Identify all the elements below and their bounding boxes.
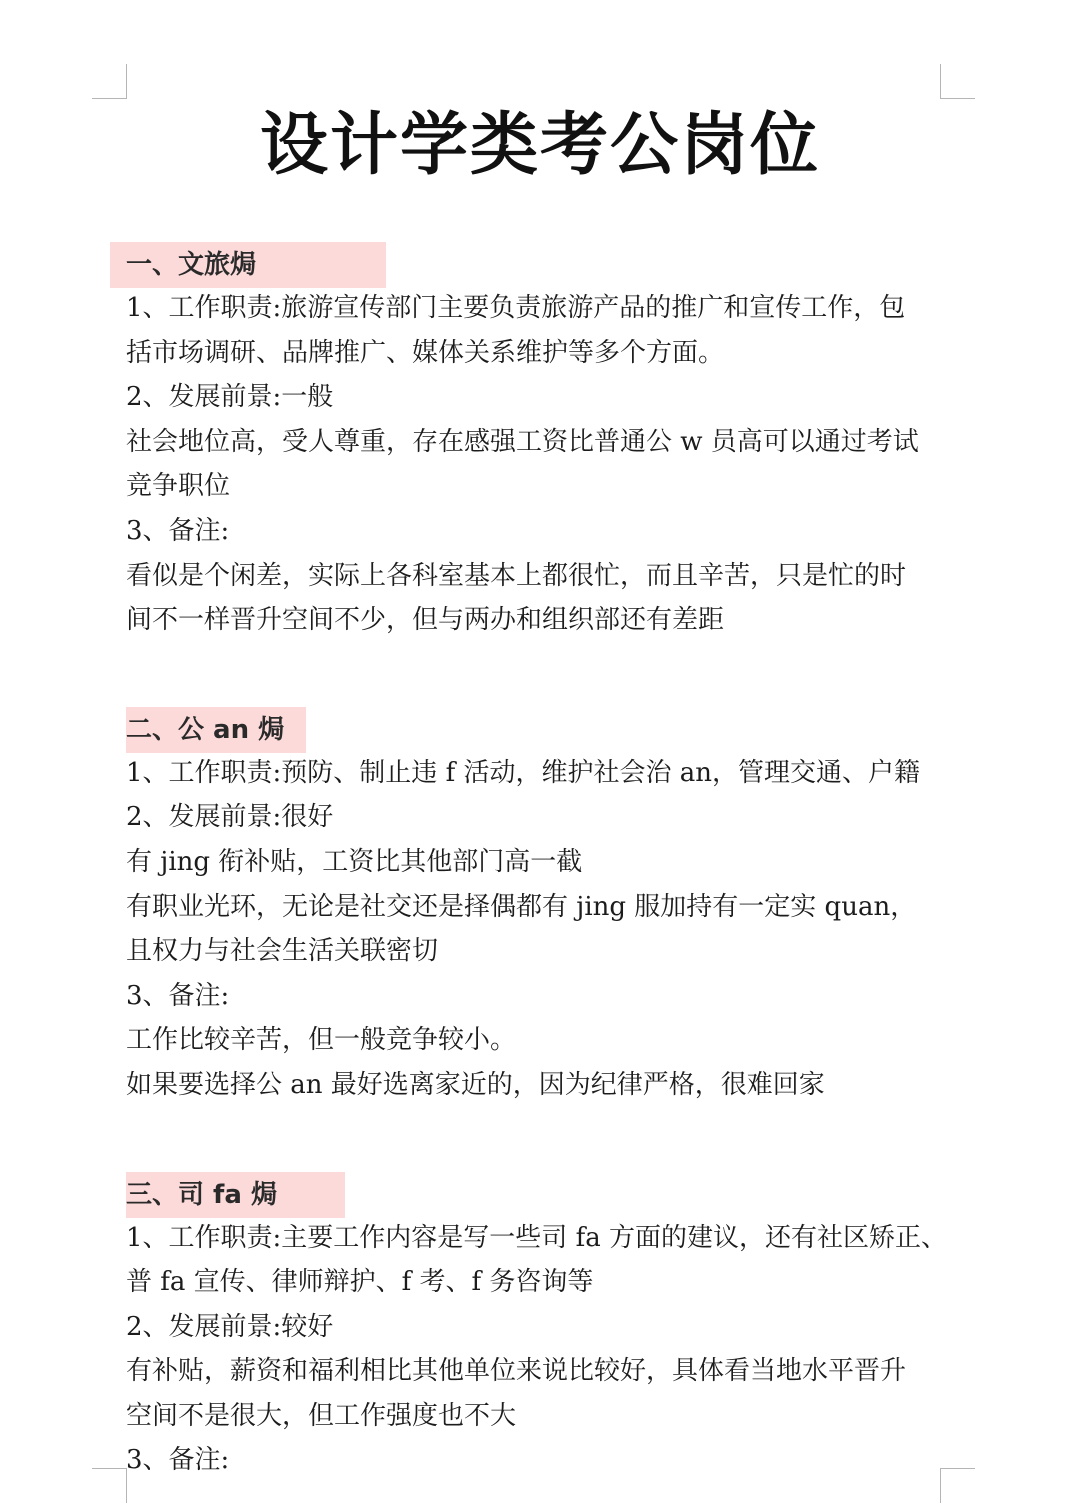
- body-line: 普 fa 宣传、律师辩护、f 考、f 务咨询等: [126, 1267, 594, 1298]
- body-line: 且权力与社会生活关联密切: [126, 936, 439, 967]
- body-line: 1、工作职责:主要工作内容是写一些司 fa 方面的建议，还有社区矫正、: [126, 1222, 947, 1253]
- page-title: 设计学类考公岗位: [259, 106, 820, 185]
- page-corner-mark-bottom-left: [92, 1468, 127, 1503]
- body-line: 看似是个闲差，实际上各科室基本上都很忙，而且辛苦，只是忙的时: [126, 560, 907, 591]
- page-corner-mark-top-left: [92, 64, 127, 99]
- body-line: 3、备注:: [126, 980, 230, 1011]
- body-line: 括市场调研、品牌推广、媒体关系维护等多个方面。: [126, 337, 725, 368]
- body-line: 1、工作职责:旅游宣传部门主要负责旅游产品的推广和宣传工作，包: [126, 293, 906, 323]
- document-body: [126, 240, 946, 1483]
- body-line: 竞争职位: [126, 471, 231, 502]
- body-line: 2、发展前景:较好: [126, 1311, 334, 1342]
- section-heading-wrap: [126, 240, 946, 286]
- section-justice: [126, 1170, 946, 1484]
- body-line: 2、发展前景:一般: [126, 382, 334, 413]
- body-line: 有补贴，薪资和福利相比其他单位来说比较好，具体看当地水平晋升: [126, 1356, 907, 1387]
- section-heading: 一、文旅焗: [110, 242, 386, 288]
- section-heading: 二、公 an 焗: [126, 707, 306, 753]
- body-line: 3、备注:: [126, 1445, 230, 1476]
- page-corner-mark-top-right: [940, 64, 975, 99]
- body-line: 如果要选择公 an 最好选离家近的，因为纪律严格，很难回家: [126, 1069, 825, 1100]
- section-heading: 三、司 fa 焗: [126, 1172, 345, 1218]
- body-line: 有职业光环，无论是社交还是择偶都有 jing 服加持有一定实 quan，: [126, 891, 917, 922]
- section-public-security: [126, 705, 946, 1108]
- body-line: 间不一样晋升空间不少，但与两办和组织部还有差距: [126, 605, 725, 636]
- section-tourism: [126, 240, 946, 643]
- body-line: 工作比较辛苦，但一般竞争较小。: [126, 1025, 517, 1056]
- section-heading-wrap: [126, 1170, 946, 1216]
- body-line: 空间不是很大，但工作强度也不大: [126, 1400, 517, 1431]
- section-heading-wrap: [126, 705, 946, 751]
- body-line: 2、发展前景:很好: [126, 802, 334, 833]
- body-line: 社会地位高，受人尊重，存在感强工资比普通公 w 员高可以通过考试: [126, 426, 919, 457]
- body-line: 1、工作职责:预防、制止违 f 活动，维护社会治 an，管理交通、户籍: [126, 757, 920, 788]
- body-line: 3、备注:: [126, 515, 230, 546]
- body-line: 有 jing 衔补贴，工资比其他部门高一截: [126, 846, 583, 877]
